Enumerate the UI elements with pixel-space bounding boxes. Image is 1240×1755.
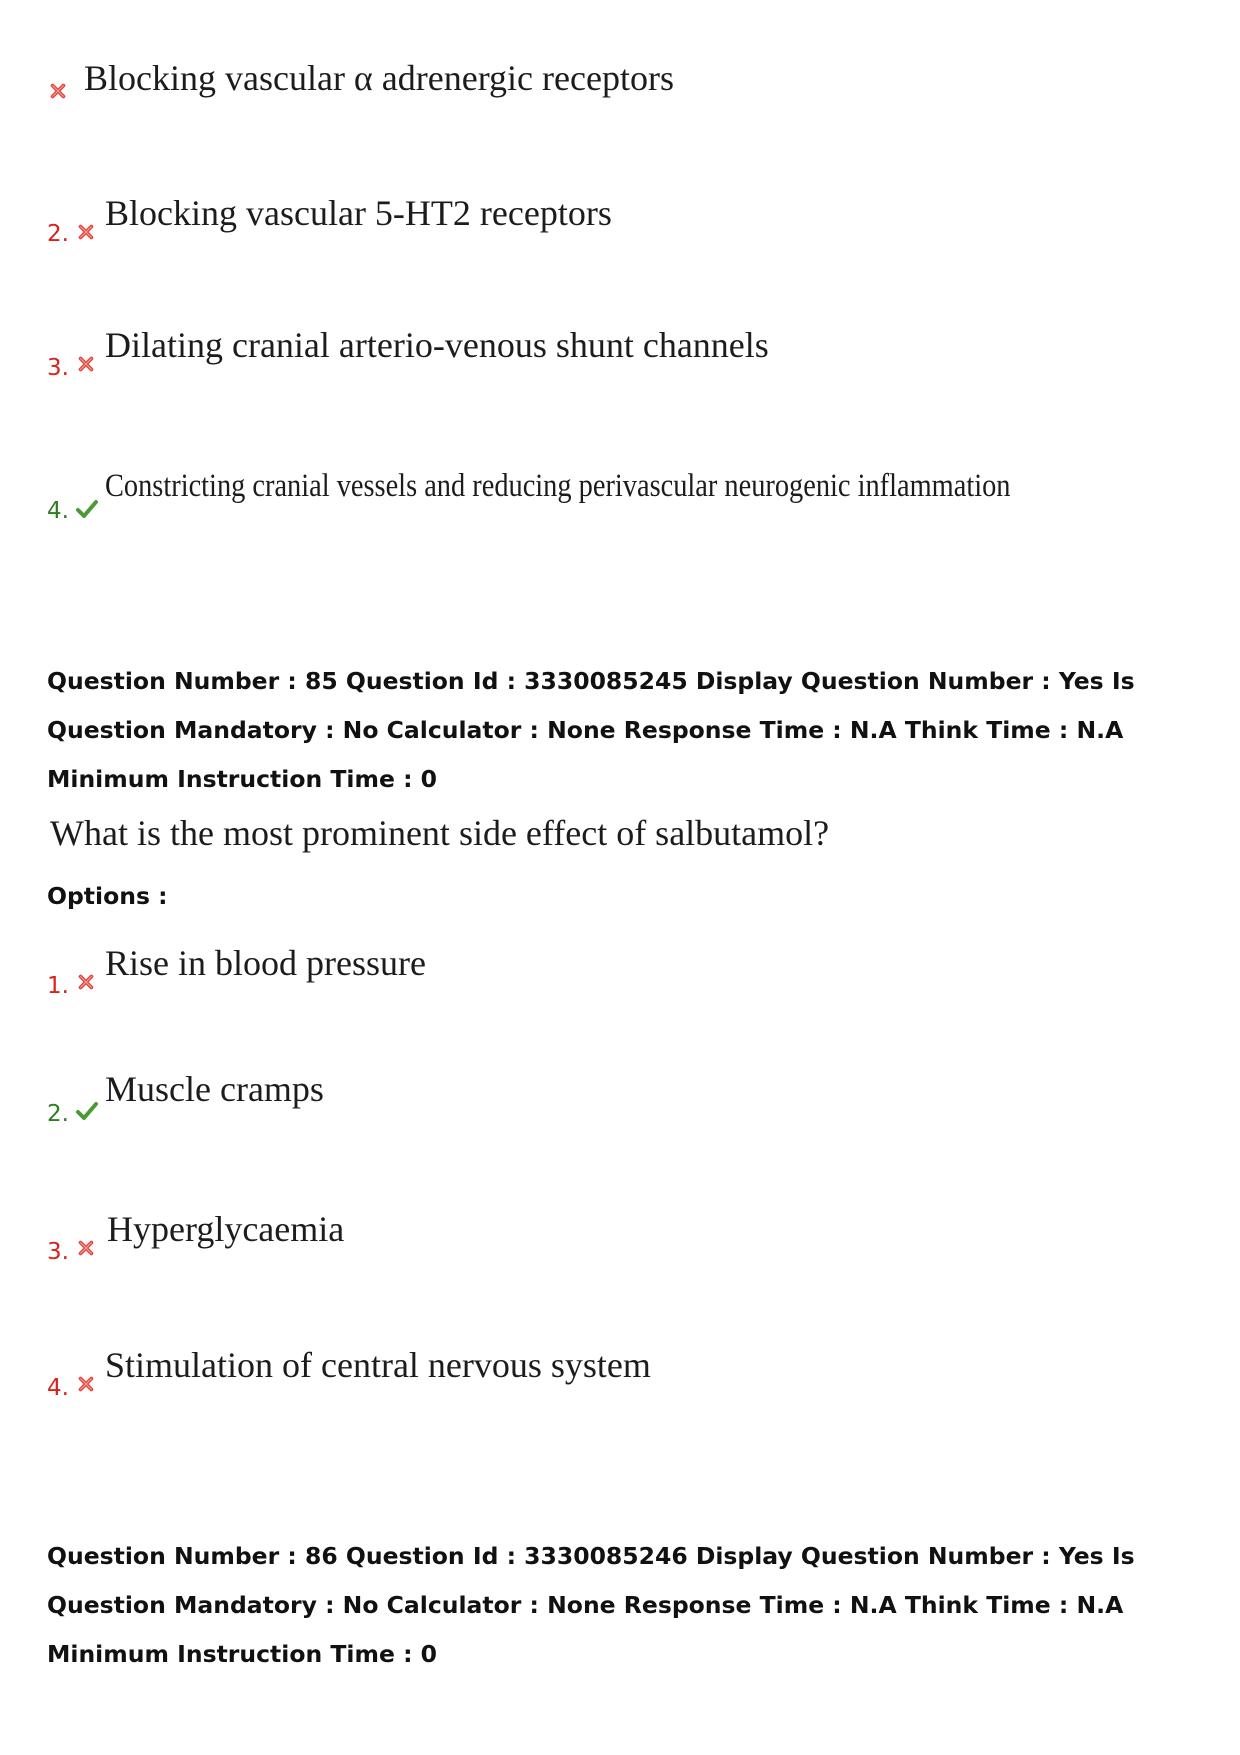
option-number: 4. [47,498,69,524]
option-row [0,943,1240,999]
option-text: Hyperglycaemia [107,1209,345,1249]
option-text: Blocking vascular α adrenergic receptors [84,58,674,98]
option-text: Muscle cramps [105,1069,324,1109]
cross-icon [77,1375,95,1393]
option-number: 4. [47,1375,69,1401]
cross-icon [77,355,95,373]
option-row [0,1345,1240,1401]
option-row [0,60,1240,100]
option-number: 2. [47,221,69,247]
option-text: Dilating cranial arterio-venous shunt channels [105,325,769,365]
option-text: Rise in blood pressure [105,943,426,983]
option-row [0,468,1240,524]
option-number: 3. [47,355,69,381]
cross-icon [49,82,67,100]
question-meta: Question Number : 86 Question Id : 3330085246 Display Question Number : Yes Is Question Mandatory : No Calculator : None Response Time : N.A Think Time : N.A Minimum Instruction Time : 0 [47,1542,1135,1668]
option-row [0,193,1240,247]
option-text: Constricting cranial vessels and reducing perivascular neurogenic inflammation [105,468,1011,504]
question-meta: Question Number : 85 Question Id : 3330085245 Display Question Number : Yes Is Question Mandatory : No Calculator : None Response Time : N.A Think Time : N.A Minimum Instruction Time : 0 [47,667,1135,793]
cross-icon [77,973,95,991]
cross-icon [77,223,95,241]
option-row [0,1069,1240,1127]
question-text: What is the most prominent side effect of salbutamol? [50,813,830,853]
check-icon [75,498,99,520]
option-text: Stimulation of central nervous system [105,1345,651,1385]
options-label: Options : [47,882,168,910]
check-icon [75,1100,99,1122]
option-number: 3. [47,1239,69,1265]
option-row [0,1209,1240,1265]
option-text: Blocking vascular 5-HT2 receptors [105,193,612,233]
option-number: 2. [47,1101,69,1127]
option-number: 1. [47,973,69,999]
cross-icon [77,1239,95,1257]
option-row [0,325,1240,381]
